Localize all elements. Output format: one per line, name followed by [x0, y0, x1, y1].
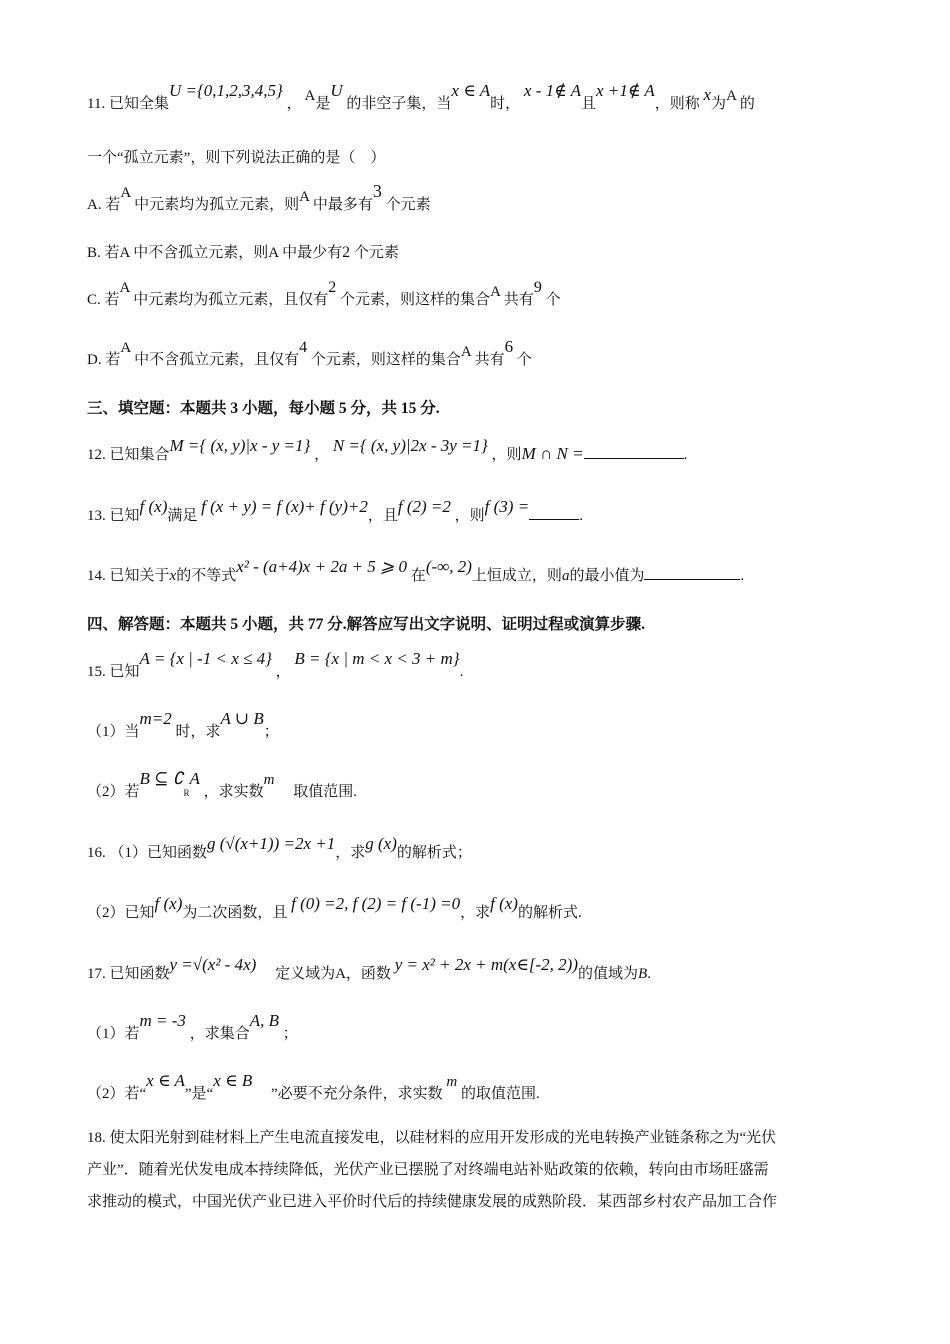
- text: ，函数: [345, 966, 391, 982]
- text: ”必要不充分条件，求实数: [271, 1086, 443, 1102]
- text: 个元素，则这样的集合: [310, 352, 461, 368]
- text: 上恒成立，则: [471, 568, 562, 584]
- q17-number: 17. 已知函数: [87, 966, 170, 982]
- answer-blank: [529, 505, 579, 520]
- q11-option-a: [87, 181, 431, 214]
- math-number: 2: [328, 279, 337, 296]
- punct: ；: [282, 1026, 298, 1042]
- q12-number: 12. 已知集合: [87, 447, 170, 463]
- math-A: A: [335, 966, 346, 982]
- section-3-heading: 三、填空题：本题共 3 小题，每小题 5 分，共 15 分.: [87, 400, 440, 417]
- text: 共有: [503, 292, 534, 308]
- text: 为: [711, 96, 727, 112]
- punct: ，: [286, 96, 302, 112]
- math-A: A: [120, 340, 131, 356]
- math-x-plus-1: x +1∉ A: [596, 81, 655, 100]
- math-g-equation: g (√(x+1)) =2x +1: [207, 834, 336, 853]
- text: 取值范围.: [293, 784, 358, 800]
- q18-line-1: 18. 使太阳光射到硅材料上产生电流直接发电，以硅材料的应用开发形成的光电转换产业链条称之为“光伏: [87, 1130, 777, 1146]
- math-x: x: [703, 85, 712, 104]
- math-f3: f (3) =: [484, 497, 530, 516]
- math-fx: f (x): [139, 497, 168, 516]
- q17-part1: [87, 1011, 298, 1043]
- math-R-subscript: R: [183, 788, 190, 798]
- punct: .: [647, 966, 651, 982]
- punct: .: [579, 508, 583, 524]
- q11-option-d: [87, 337, 532, 369]
- math-sets-AB: A, B: [249, 1011, 279, 1030]
- q13: [87, 497, 583, 525]
- text: 的解析式.: [517, 905, 582, 921]
- text: ，则称: [654, 96, 700, 112]
- text: 的: [739, 96, 755, 112]
- text: 共有: [474, 352, 505, 368]
- text: 个元素: [385, 197, 431, 213]
- text: 个元素，则这样的集合: [340, 292, 491, 308]
- punct: ，: [275, 664, 291, 680]
- text: 的不等式: [176, 568, 237, 584]
- text: 中不含孤立元素，且仅有: [134, 352, 300, 368]
- part-label: （2）若: [87, 784, 140, 800]
- math-number: 3: [372, 181, 382, 201]
- math-A: A: [726, 88, 737, 104]
- text: ，求实数: [203, 784, 264, 800]
- text: 中最多有: [312, 197, 373, 213]
- q11-option-b: [87, 241, 399, 262]
- q18-paragraph: [87, 1122, 863, 1218]
- math-x-in-B: x ∈ B: [213, 1071, 253, 1090]
- q11-line1: [87, 81, 755, 113]
- text: 为二次函数，且: [182, 905, 288, 921]
- text: ，则: [454, 508, 485, 524]
- option-label: B. 若: [87, 245, 120, 261]
- math-A: A: [119, 245, 130, 261]
- math-A: A: [490, 284, 501, 300]
- math-set-M: M ={ (x, y)|x - y =1}: [169, 436, 311, 455]
- part-label: （2）若“: [87, 1086, 147, 1102]
- math-gx: g (x): [365, 834, 397, 853]
- text: 的值域为: [578, 966, 639, 982]
- text: 中元素均为孤立元素，则: [134, 197, 300, 213]
- math-union: A ∪ B: [220, 709, 264, 728]
- punct: .: [740, 568, 745, 584]
- math-inequality: x² - (a+4)x + 2a + 5 ⩾ 0: [236, 557, 408, 576]
- q11-line2: 一个“孤立元素”，则下列说法正确的是（ ）: [87, 150, 386, 166]
- math-number: 9: [533, 279, 542, 296]
- text: 个: [545, 292, 561, 308]
- text: ，则: [491, 447, 522, 463]
- math-A: A: [189, 769, 200, 788]
- punct: .: [459, 664, 464, 680]
- q18-line-2: 产业”．随着光伏发电成本持续降低，光伏产业已摆脱了对终端电站补贴政策的依赖，转向由市场旺盛需: [87, 1162, 769, 1178]
- text: 的取值范围.: [461, 1086, 540, 1102]
- q16-part1: [87, 834, 472, 862]
- q12: [87, 436, 688, 464]
- text: ，且: [367, 508, 398, 524]
- text: 中不含孤立元素，则: [133, 245, 269, 261]
- option-label: A. 若: [87, 197, 121, 213]
- math-x-minus-1: x - 1∉ A: [523, 81, 582, 100]
- q14: [87, 557, 745, 585]
- q15-number: 15. 已知: [87, 664, 140, 680]
- text: 中元素均为孤立元素，且仅有: [133, 292, 329, 308]
- math-universal-set: U ={0,1,2,3,4,5}: [168, 81, 283, 100]
- math-number: 4: [299, 339, 308, 356]
- text: 且: [581, 96, 597, 112]
- q15-part1: [87, 709, 279, 741]
- text: 个元素: [353, 245, 399, 261]
- math-A: A: [268, 245, 279, 261]
- q16-part2: [87, 894, 582, 922]
- math-fx: f (x): [154, 894, 183, 913]
- q11-option-c: [87, 279, 561, 309]
- q16-number: 16. （1）已知函数: [87, 845, 208, 861]
- math-m-value: m=2: [139, 709, 172, 728]
- math-fx: f (x): [490, 894, 518, 913]
- q18-line-3: 求推动的模式，中国光伏产业已进入平价时代后的持续健康发展的成熟阶段．某西部乡村农产品加工合作: [87, 1194, 778, 1210]
- math-functional-equation: f (x + y) = f (x)+ f (y)+2: [201, 497, 368, 516]
- math-x-in-A: x ∈ A: [146, 1071, 185, 1090]
- section-4-heading: 四、解答题：本题共 5 小题，共 77 分.解答应写出文字说明、证明过程或演算步骤.: [87, 616, 646, 633]
- math-x: x: [169, 568, 177, 584]
- answer-blank: [584, 444, 684, 459]
- part-label: （1）若: [87, 1026, 140, 1042]
- math-interval: (-∞, 2): [425, 557, 472, 576]
- option-label: D. 若: [87, 352, 121, 368]
- math-set-A: A = {x | -1 < x ≤ 4}: [139, 649, 272, 668]
- math-x-in-A: x ∈ A: [451, 81, 491, 100]
- math-B: B: [638, 966, 648, 982]
- text: 在: [410, 568, 426, 584]
- q14-number: 14. 已知关于: [87, 568, 170, 584]
- q17: [87, 955, 651, 983]
- math-A: A: [120, 185, 131, 201]
- option-label: C. 若: [87, 292, 120, 308]
- q11-number: 11. 已知全集: [87, 96, 169, 112]
- text: 的非空子集，当: [346, 96, 452, 112]
- math-a: a: [561, 568, 570, 584]
- text: 时，: [490, 96, 521, 112]
- math-A: A: [119, 280, 130, 296]
- math-U: U: [330, 81, 343, 100]
- punct: .: [683, 447, 688, 463]
- math-m-value: m = -3: [139, 1011, 186, 1030]
- math-A: A: [299, 189, 310, 205]
- text: 定义域为: [275, 966, 336, 982]
- text: 中最少有: [282, 245, 343, 261]
- text: 时，求: [175, 724, 221, 740]
- text: 满足: [167, 508, 198, 524]
- math-set-N: N ={ (x, y)|2x - 3y =1}: [332, 436, 488, 455]
- math-conditions: f (0) =2, f (2) = f (-1) =0: [291, 894, 461, 913]
- text: ，求: [335, 845, 366, 861]
- math-set-B: B = {x | m < x < 3 + m}: [294, 649, 460, 668]
- text: 的解析式；: [396, 845, 472, 861]
- math-A: A: [460, 344, 471, 360]
- punct: ；: [263, 724, 279, 740]
- math-f2: f (2) =2: [397, 497, 451, 516]
- text: ”是“: [184, 1086, 214, 1102]
- part-label: （1）当: [87, 724, 140, 740]
- q17-part2: [87, 1071, 540, 1103]
- answer-blank: [644, 565, 740, 580]
- math-sqrt-function: y =√(x² - 4x): [169, 955, 257, 974]
- part-label: （2）已知: [87, 905, 155, 921]
- text: 的最小值为: [569, 568, 645, 584]
- math-number: 2: [342, 244, 351, 261]
- q15: [87, 649, 464, 681]
- text: 个: [516, 352, 532, 368]
- math-A: A: [304, 88, 316, 104]
- math-subset-complement: B ⊆ ∁: [139, 769, 184, 788]
- q13-number: 13. 已知: [87, 508, 140, 524]
- math-intersection: M ∩ N =: [521, 444, 584, 463]
- math-number: 6: [504, 337, 514, 356]
- punct: ，: [314, 447, 330, 463]
- math-quadratic-function: y = x² + 2x + m(x∈[-2, 2)): [394, 955, 579, 974]
- text: ，求集合: [189, 1026, 250, 1042]
- math-m: m: [446, 1074, 458, 1090]
- math-m: m: [263, 772, 275, 788]
- text: ，求: [460, 905, 491, 921]
- text: 是: [315, 96, 331, 112]
- q15-part2: [87, 769, 358, 801]
